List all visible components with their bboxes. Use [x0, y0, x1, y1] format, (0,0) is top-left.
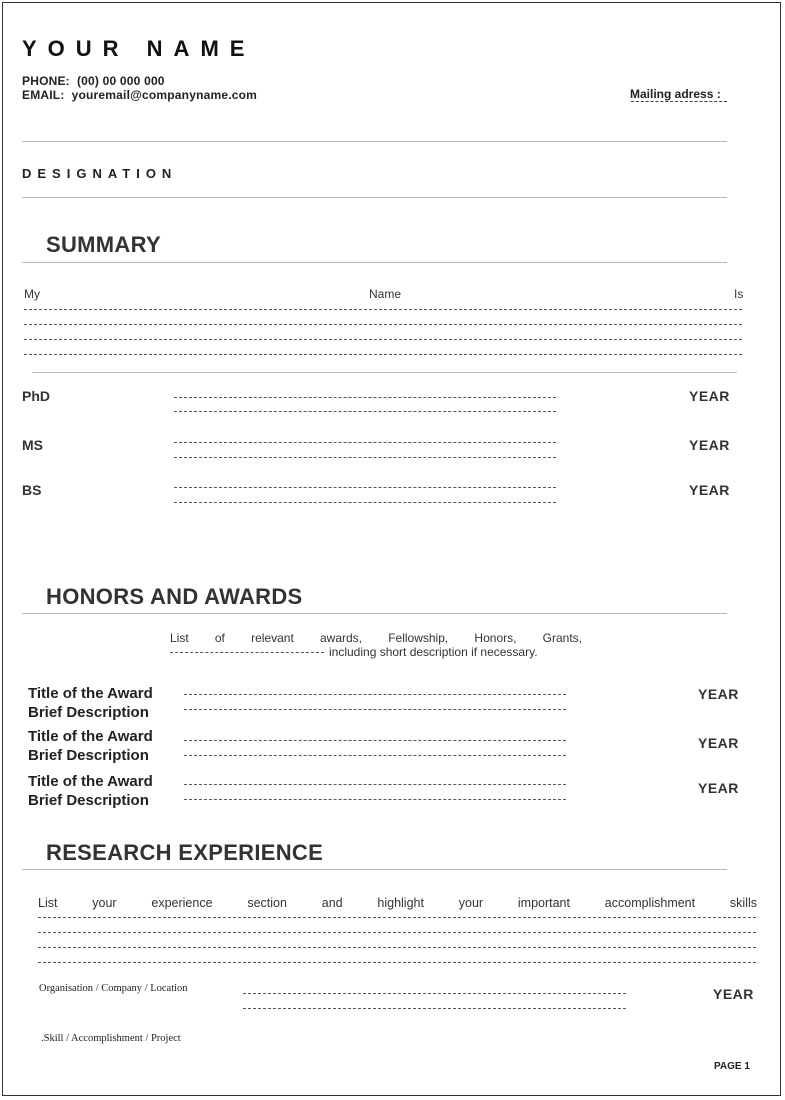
- honors-intro-line: [170, 652, 324, 653]
- award-title: Title of the Award: [28, 685, 153, 702]
- year-label: YEAR: [689, 437, 730, 453]
- research-line: [38, 932, 756, 933]
- honors-intro: List of relevant awards, Fellowship, Honors, Grants,: [170, 631, 582, 645]
- mailing-address-line: [631, 101, 727, 102]
- education-line: [174, 411, 556, 412]
- year-label: YEAR: [698, 686, 739, 702]
- page-number: PAGE 1: [714, 1061, 750, 1072]
- award-description: Brief Description: [28, 792, 149, 809]
- award-title: Title of the Award: [28, 773, 153, 790]
- award-line: [184, 784, 566, 785]
- year-label: YEAR: [689, 482, 730, 498]
- award-title: Title of the Award: [28, 728, 153, 745]
- email-value: youremail@companyname.com: [71, 88, 258, 102]
- education-line: [174, 442, 556, 443]
- award-line: [184, 709, 566, 710]
- year-label: YEAR: [689, 388, 730, 404]
- research-intro: List your experience section and highlight your important accomplishment skills: [38, 896, 757, 910]
- research-title: RESEARCH EXPERIENCE: [46, 840, 324, 865]
- email-label: EMAIL:: [22, 88, 65, 102]
- award-line: [184, 755, 566, 756]
- divider: [22, 613, 727, 614]
- research-line: [38, 962, 756, 963]
- divider: [22, 197, 727, 198]
- phone-line: [22, 74, 165, 88]
- summary-line: [24, 324, 742, 325]
- award-line: [184, 799, 566, 800]
- education-line: [174, 487, 556, 488]
- phone-value: (00) 00 000 000: [76, 74, 165, 88]
- summary-line: [24, 354, 742, 355]
- summary-word: Name: [369, 287, 402, 301]
- award-line: [184, 740, 566, 741]
- year-label: YEAR: [698, 780, 739, 796]
- divider: [22, 262, 727, 263]
- summary-line: [24, 309, 742, 310]
- email-line: [22, 88, 257, 102]
- summary-word: My: [24, 287, 40, 301]
- mailing-address-label: Mailing adress :: [630, 87, 721, 101]
- phone-label: PHONE:: [22, 74, 70, 88]
- education-line: [174, 502, 556, 503]
- summary-word: Is: [734, 287, 744, 301]
- education-line: [174, 397, 556, 398]
- divider: [22, 869, 727, 870]
- divider: [32, 372, 737, 373]
- designation: DESIGNATION: [22, 166, 178, 181]
- education-line: [174, 457, 556, 458]
- honors-title: HONORS AND AWARDS: [46, 584, 303, 609]
- resume-name: YOUR NAME: [22, 36, 256, 61]
- year-label: YEAR: [713, 986, 754, 1002]
- research-entry-line: [243, 993, 626, 994]
- research-line: [38, 947, 756, 948]
- year-label: YEAR: [698, 735, 739, 751]
- award-line: [184, 694, 566, 695]
- honors-intro-2: including short description if necessary.: [329, 645, 538, 659]
- summary-title: SUMMARY: [46, 232, 161, 257]
- summary-line: [24, 339, 742, 340]
- divider: [22, 141, 727, 142]
- award-description: Brief Description: [28, 747, 149, 764]
- research-entry-line: [243, 1008, 626, 1009]
- degree-bs: BS: [22, 482, 42, 498]
- degree-phd: PhD: [22, 388, 50, 404]
- degree-ms: MS: [22, 437, 43, 453]
- organisation-label: Organisation / Company / Location: [39, 983, 188, 994]
- award-description: Brief Description: [28, 704, 149, 721]
- research-line: [38, 917, 756, 918]
- skill-label: .Skill / Accomplishment / Project: [41, 1033, 181, 1044]
